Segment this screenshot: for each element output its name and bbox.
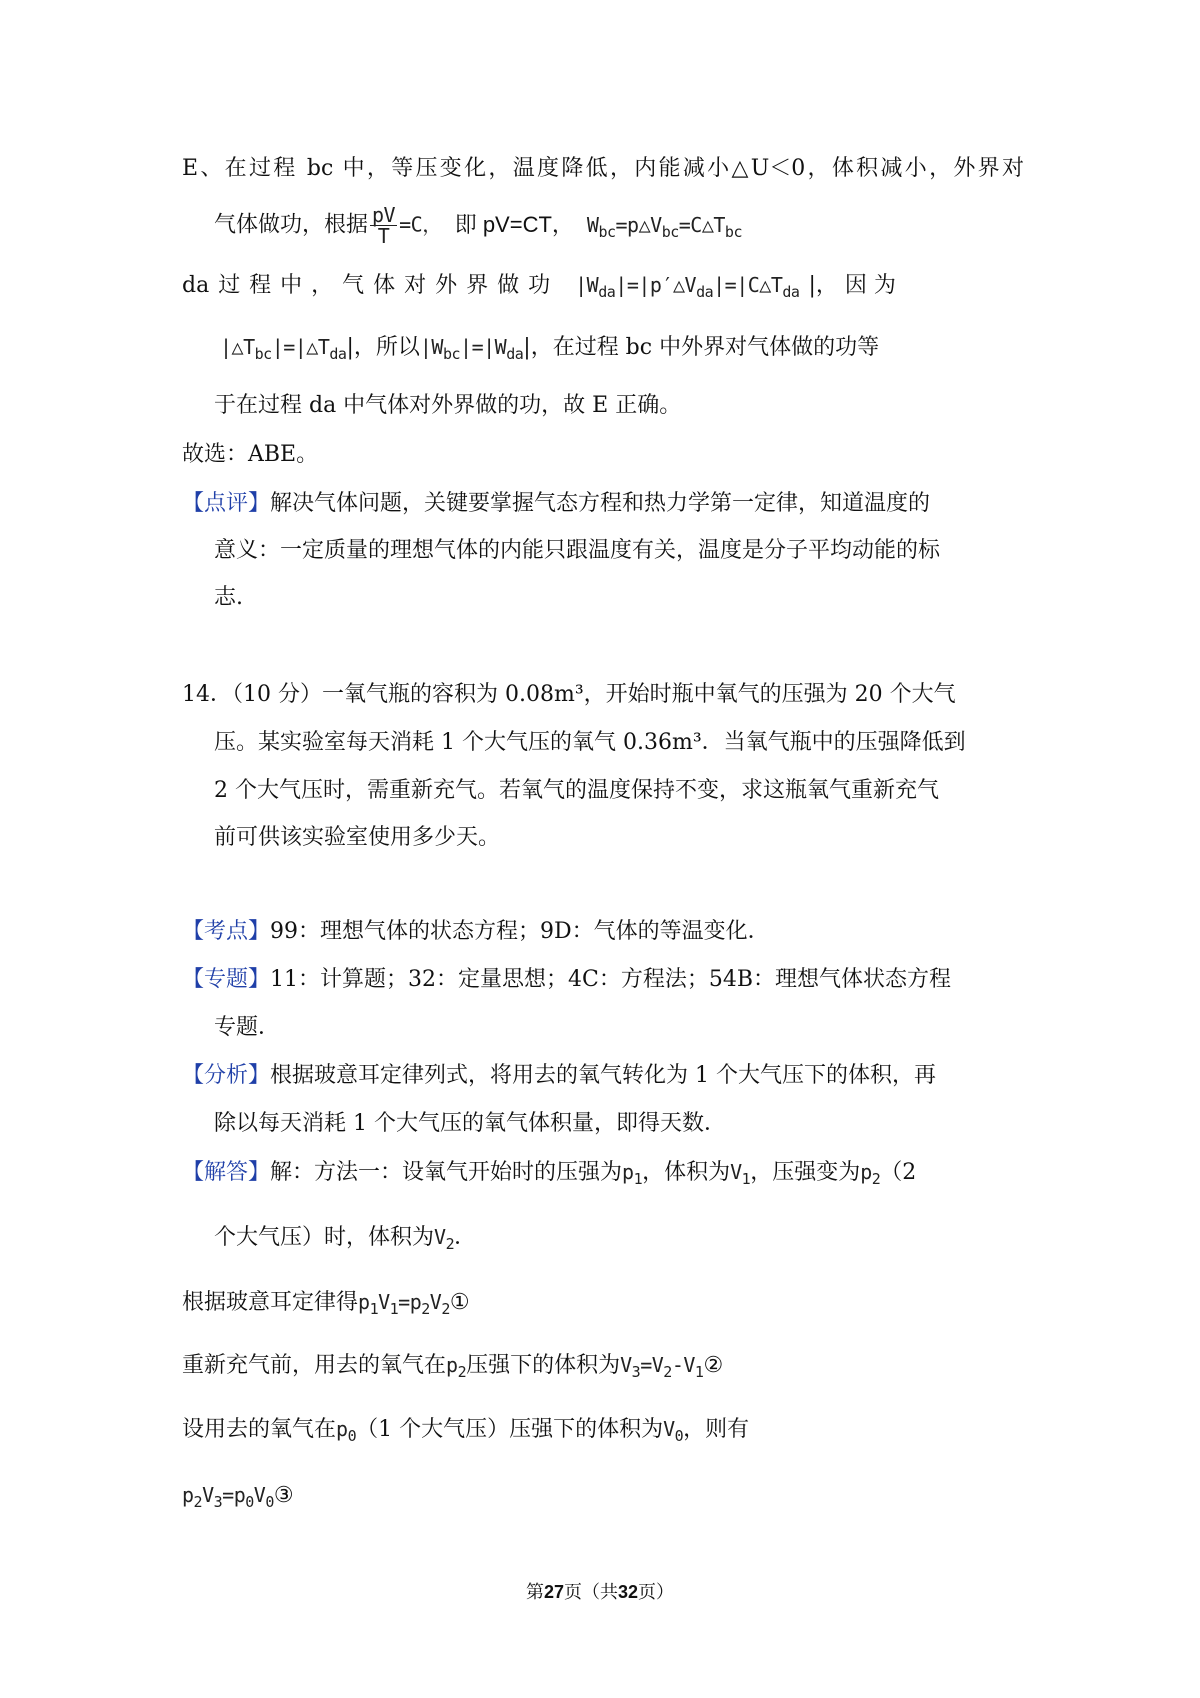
eq-part: p bbox=[860, 1160, 872, 1184]
jieda-text: 解：方法一：设氧气开始时的压强为 bbox=[270, 1160, 623, 1185]
symbol-v2 bbox=[434, 1225, 455, 1253]
question-14-line-1 bbox=[182, 680, 956, 710]
question-14-line-4-text: 前可供该实验室使用多少天。 bbox=[214, 825, 501, 850]
e-line-1 bbox=[182, 154, 1024, 184]
eq-sub: bc bbox=[442, 345, 461, 363]
jieda-line-5 bbox=[182, 1414, 749, 1451]
equation-number-2: ② bbox=[703, 1353, 724, 1378]
question-14-line-2 bbox=[214, 728, 966, 758]
e-line-3 bbox=[182, 270, 896, 307]
eq-part: =p bbox=[398, 1290, 422, 1314]
symbol-p2 bbox=[860, 1160, 881, 1188]
question-14-line-3-text: 2 个大气压时，需重新充气。若氧气的温度保持不变，求这瓶氧气重新充气 bbox=[214, 778, 939, 803]
eq-part: =C△T bbox=[678, 212, 725, 237]
eq-part: p bbox=[336, 1417, 348, 1441]
symbol-v0 bbox=[663, 1417, 684, 1445]
eq-part: |W bbox=[419, 335, 443, 359]
kaodian-line bbox=[182, 917, 770, 947]
jieda-text: 设用去的氧气在 bbox=[182, 1417, 337, 1442]
eq-sub: 3 bbox=[213, 1493, 223, 1511]
jieda-text: 根据玻意耳定律得 bbox=[182, 1290, 359, 1315]
eq-sub: da bbox=[782, 283, 800, 301]
page-number: 27 bbox=[543, 1582, 564, 1602]
e-line-3-pre: da 过 程 中 ， 气 体 对 外 界 做 功 bbox=[182, 273, 551, 298]
question-14-line-4 bbox=[214, 823, 500, 853]
e-line-4 bbox=[220, 332, 879, 369]
eq-sub: da bbox=[329, 345, 347, 363]
eq-sub: 2 bbox=[445, 1235, 455, 1253]
eq-sub: 1 bbox=[741, 1170, 751, 1188]
eq-sub: da bbox=[506, 345, 524, 363]
equation-abs-delta-t bbox=[220, 335, 347, 363]
eq-sub: 1 bbox=[369, 1300, 379, 1318]
eq-part: =p△V bbox=[615, 212, 662, 237]
eq-sub: 2 bbox=[193, 1493, 203, 1511]
comment-line-2 bbox=[214, 536, 940, 566]
eq-sub: da bbox=[598, 283, 616, 301]
eq-part: V bbox=[253, 1483, 266, 1507]
eq-sub: 1 bbox=[633, 1170, 643, 1188]
jieda-text: ． bbox=[454, 1225, 477, 1250]
jieda-line-2 bbox=[214, 1222, 476, 1259]
footer-text: 页） bbox=[638, 1582, 675, 1603]
eq-part: V bbox=[620, 1353, 632, 1377]
eq-sub: 1 bbox=[694, 1363, 704, 1381]
eq-part: p bbox=[358, 1290, 370, 1314]
e-line-5-text: 于在过程 da 中气体对外界做的功，故 E 正确。 bbox=[214, 393, 682, 418]
e-line-3-end: |， 因 为 bbox=[808, 273, 896, 298]
question-14-line-1-text: 14．（10 分）一氧气瓶的容积为 0.08m³，开始时瓶中氧气的压强为 20 个大气 bbox=[182, 682, 956, 707]
question-14-line-3 bbox=[214, 776, 939, 806]
jieda-text: （2 bbox=[880, 1160, 917, 1185]
eq-sub: 2 bbox=[663, 1363, 672, 1381]
e-line-4-text: |，所以 bbox=[346, 335, 420, 360]
jieda-tag: 【解答】 bbox=[182, 1160, 271, 1185]
eq-part: |W bbox=[575, 273, 599, 297]
e-line-2-mid: 即 pV=CT， bbox=[454, 211, 574, 237]
footer-text: 页（共 bbox=[564, 1582, 618, 1603]
e-line-5 bbox=[214, 391, 681, 421]
total-pages: 32 bbox=[618, 1582, 639, 1602]
eq-part: V bbox=[663, 1417, 675, 1441]
symbol-v1 bbox=[730, 1160, 751, 1188]
eq-part: V bbox=[202, 1483, 214, 1507]
zhuanti-line-1-text: 11：计算题；32：定量思想；4C：方程法；54B：理想气体状态方程 bbox=[270, 967, 951, 992]
fraction-denominator: T bbox=[377, 224, 390, 248]
eq-part: =V bbox=[640, 1353, 664, 1377]
equation-abs-w bbox=[419, 335, 524, 363]
jieda-text: 重新充气前，用去的氧气在 bbox=[182, 1353, 447, 1378]
eq-sub: bc bbox=[724, 222, 742, 241]
eq-part: =p bbox=[222, 1483, 246, 1507]
eq-sub: 2 bbox=[871, 1170, 881, 1188]
fraction-numerator: pV bbox=[372, 203, 396, 227]
jieda-line-4 bbox=[182, 1350, 723, 1387]
kaodian-tag: 【考点】 bbox=[182, 919, 271, 944]
eq-part: |=|p′△V bbox=[615, 273, 697, 297]
eq-part: V bbox=[429, 1290, 442, 1314]
fraction-pv-over-t bbox=[370, 205, 397, 246]
equation-boyle bbox=[358, 1290, 450, 1318]
equation-wbc bbox=[586, 212, 742, 241]
jieda-text: ，压强变为 bbox=[750, 1160, 861, 1185]
comment-line-3 bbox=[214, 583, 243, 613]
fenxi-tag: 【分析】 bbox=[182, 1063, 271, 1088]
comment-line-3-text: 志. bbox=[214, 585, 243, 610]
answer-line bbox=[182, 440, 318, 470]
eq-part: V bbox=[730, 1160, 742, 1184]
eq-part: W bbox=[586, 212, 599, 237]
eq-sub: 2 bbox=[441, 1300, 450, 1318]
kaodian-text: 99：理想气体的状态方程；9D：气体的等温变化． bbox=[270, 919, 770, 944]
page-footer bbox=[0, 1578, 1200, 1604]
e-line-4-end: |，在过程 bc 中外界对气体做的功等 bbox=[523, 335, 880, 360]
symbol-p2 bbox=[446, 1353, 467, 1381]
equation-wda bbox=[575, 273, 800, 301]
zhuanti-line-2-text: 专题． bbox=[214, 1015, 281, 1040]
fraction-equals: =C， bbox=[399, 212, 442, 237]
eq-sub: 3 bbox=[631, 1363, 641, 1381]
eq-sub: bc bbox=[598, 222, 616, 241]
fenxi-line-2-text: 除以每天消耗 1 个大气压的氧气体积量，即得天数． bbox=[214, 1111, 726, 1136]
jieda-text: 压强下的体积为 bbox=[466, 1353, 621, 1378]
jieda-text: （1 个大气压）压强下的体积为 bbox=[356, 1417, 664, 1442]
eq-part: |=|△T bbox=[271, 335, 330, 359]
symbol-p1 bbox=[622, 1160, 643, 1188]
comment-line-2-text: 意义：一定质量的理想气体的内能只跟温度有关，温度是分子平均动能的标 bbox=[214, 538, 941, 563]
eq-part: |△T bbox=[220, 335, 255, 359]
eq-sub: 0 bbox=[245, 1493, 254, 1511]
eq-sub: 0 bbox=[265, 1493, 274, 1511]
equation-number-3: ③ bbox=[273, 1483, 294, 1508]
eq-sub: 0 bbox=[674, 1427, 684, 1445]
eq-sub: da bbox=[696, 283, 714, 301]
eq-sub: 0 bbox=[347, 1427, 357, 1445]
jieda-text: ，体积为 bbox=[642, 1160, 731, 1185]
zhuanti-tag: 【专题】 bbox=[182, 967, 271, 992]
eq-part: |=|W bbox=[460, 335, 507, 359]
eq-part: p bbox=[446, 1353, 458, 1377]
footer-text: 第 bbox=[525, 1582, 544, 1603]
equation-p2v3 bbox=[182, 1483, 274, 1511]
eq-sub: 2 bbox=[457, 1363, 467, 1381]
eq-sub: 1 bbox=[389, 1300, 399, 1318]
jieda-text: 个大气压）时，体积为 bbox=[214, 1225, 435, 1250]
fenxi-line-1-text: 根据玻意耳定律列式，将用去的氧气转化为 1 个大气压下的体积，再 bbox=[270, 1063, 937, 1088]
eq-part: p bbox=[182, 1483, 194, 1507]
jieda-line-1 bbox=[182, 1157, 916, 1194]
eq-part: -V bbox=[671, 1353, 695, 1377]
eq-sub: bc bbox=[254, 345, 272, 363]
comment-line-1-text: 解决气体问题，关键要掌握气态方程和热力学第一定律，知道温度的 bbox=[270, 491, 931, 516]
zhuanti-line-1 bbox=[182, 965, 951, 995]
e-line-2-pre: 气体做功，根据 bbox=[214, 212, 369, 238]
fenxi-line-1 bbox=[182, 1061, 936, 1091]
jieda-line-6 bbox=[182, 1480, 294, 1517]
equation-v3 bbox=[620, 1353, 704, 1381]
jieda-line-3 bbox=[182, 1287, 470, 1324]
eq-sub: bc bbox=[661, 222, 679, 241]
symbol-p0 bbox=[336, 1417, 357, 1445]
eq-part: V bbox=[434, 1225, 446, 1249]
zhuanti-line-2 bbox=[214, 1013, 280, 1043]
comment-line-1 bbox=[182, 489, 930, 519]
comment-tag: 【点评】 bbox=[182, 491, 271, 516]
question-14-line-2-text: 压。某实验室每天消耗 1 个大气压的氧气 0.36m³．当氧气瓶中的压强降低到 bbox=[214, 730, 966, 755]
fenxi-line-2 bbox=[214, 1109, 726, 1139]
eq-part: p bbox=[622, 1160, 634, 1184]
equation-number-1: ① bbox=[449, 1290, 470, 1315]
eq-part: V bbox=[378, 1290, 390, 1314]
answer-text: 故选：ABE。 bbox=[182, 442, 319, 467]
e-line-2 bbox=[214, 205, 742, 247]
eq-sub: 2 bbox=[421, 1300, 430, 1318]
e-line-1-text: E、在过程 bc 中，等压变化，温度降低，内能减小△U＜0，体积减小，外界对 bbox=[182, 156, 1024, 181]
eq-part: |=|C△T bbox=[713, 273, 783, 297]
jieda-text: ，则有 bbox=[683, 1417, 750, 1442]
